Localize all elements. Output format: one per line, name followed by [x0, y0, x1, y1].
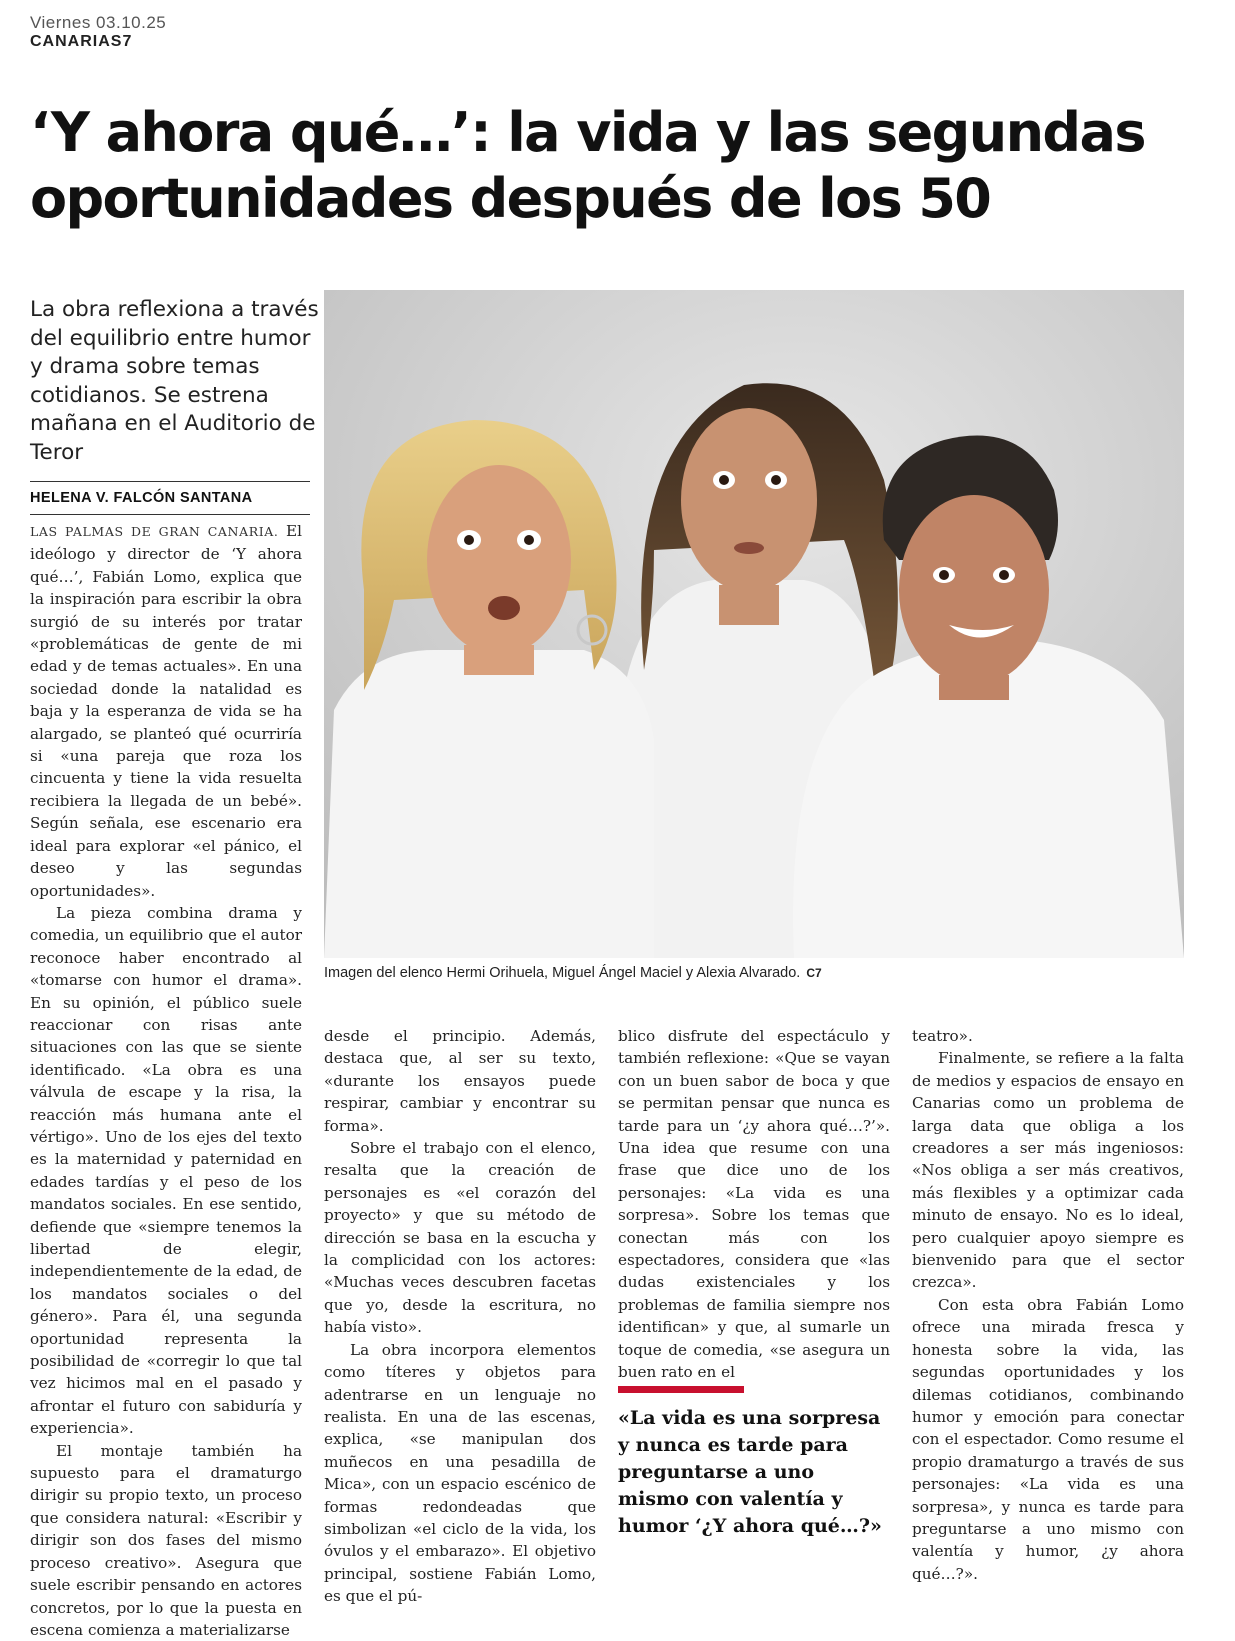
pullquote: «La vida es una sorpresa y nunca es tarde para preguntarse a uno mismo con valentía y humor ‘¿Y ahora qué…?» [618, 1407, 882, 1537]
article-column-4 [912, 1025, 1184, 1585]
article-subhead: La obra reflexiona a través del equilibrio entre humor y drama sobre temas cotidianos. Se estrena mañana en el Auditorio de Teror [30, 297, 319, 465]
byline-bottom-rule [30, 514, 310, 515]
paragraph: La pieza combina drama y comedia, un equilibrio que el autor reconoce haber encontrado al «tomarse con humor el drama». En su opinión, el público suele reaccionar con risas ante situaciones con las que se siente identificado. «La obra es una válvula de escape y la risa, la reacción más humana ante el vértigo». Uno de los ejes del texto es la maternidad y paternidad en edades tardías y el peso de los mandatos sociales. En ese sentido, defiende que «siempre tenemos la libertad de elegir, independientemente de la edad, de los mandatos sociales o del género». Para él, una segunda oportunidad representa la posibilidad de «corregir lo que tal vez hicimos mal en el pasado y afrontar el futuro con sabiduría y experiencia». [30, 903, 302, 1438]
section-name: CANARIAS7 [30, 33, 133, 50]
paragraph: teatro». [912, 1027, 973, 1045]
paragraph: Finalmente, se refiere a la falta de medios y espacios de ensayo en Canarias como un problema de larga data que obliga a los creadores a ser más ingeniosos: «Nos obliga a ser más creativos, más flexibles y a optimizar cada minuto de ensayo. No es lo ideal, pero cualquier apoyo siempre es bienvenido para que el sector crezca». [912, 1049, 1184, 1292]
byline-top-rule [30, 481, 310, 482]
article-headline: ‘Y ahora qué…’: la vida y las segundas oportunidades después de los 50 [30, 101, 1145, 230]
paragraph [30, 520, 302, 902]
dateline: LAS PALMAS DE GRAN CANARIA. [30, 524, 279, 539]
paragraph: desde el principio. Además, destaca que, al ser su texto, «durante los ensayos puede respirar, cambiar y encontrar su forma». [324, 1027, 596, 1135]
paragraph: Con esta obra Fabián Lomo ofrece una mirada fresca y honesta sobre la vida, las segundas oportunidades y los dilemas cotidianos, combinando humor y emoción para conectar con el espectador. Como resume el propio dramaturgo a través de sus personajes: «La vida es una sorpresa», y nunca es tarde para preguntarse a uno mismo con valentía y humor, ¿y ahora qué…?». [912, 1295, 1184, 1583]
article-column-1 [30, 520, 302, 1641]
pullquote-accent-bar [618, 1386, 744, 1393]
paragraph: El montaje también ha supuesto para el dramaturgo dirigir su propio texto, un proceso que considera natural: «Escribir y dirigir son dos fases del mismo proceso creativo». Asegura que suele escribir pensando en actores concretos, por lo que la puesta en escena comienza a materializarse [30, 1441, 302, 1639]
cast-photo [324, 290, 1184, 958]
paragraph-text: El ideólogo y director de ‘Y ahora qué…’, Fabián Lomo, explica que la inspiración para escribir la obra surgió de su interés por tratar «problemáticas de gente de mi edad y de temas actuales». En una sociedad donde la natalidad es baja y la esperanza de vida se ha alargado, se planteó qué ocurriría si «una pareja que roza los cincuenta y tiene la vida resuelta recibiera la llegada de un bebé». Según señala, ese escenario era ideal para explorar «el pánico, el deseo y las segundas oportunidades». [30, 522, 302, 900]
issue-date: Viernes 03.10.25 [30, 13, 167, 32]
caption-text: Imagen del elenco Hermi Orihuela, Miguel Ángel Maciel y Alexia Alvarado. [324, 965, 801, 981]
paragraph: blico disfrute del espectáculo y también reflexione: «Que se vayan con un buen sabor de boca y que se permitan pensar que nunca es tarde para un ‘¿y ahora qué…?’». Una idea que resume con una frase que dice uno de los personajes: «La vida es una sorpresa». Sobre los temas que conectan más con los espectadores, considera que «las dudas existenciales y los problemas de familia siempre nos identifican» y que, al sumarle un toque de comedia, «se asegura un buen rato en el [618, 1027, 890, 1382]
photo-caption [324, 965, 822, 981]
paragraph: La obra incorpora elementos como títeres y objetos para adentrarse en un lenguaje no realista. En una de las escenas, explica, «se manipulan dos muñecos en una pesadilla de Mica», con un espacio escénico de formas redondeadas que simbolizan «el ciclo de la vida, los óvulos y el embarazo». El objetivo principal, sostiene Fabián Lomo, es que el pú- [324, 1340, 596, 1606]
article-column-3 [618, 1025, 890, 1384]
paragraph: Sobre el trabajo con el elenco, resalta que la creación de personajes es «el corazón del proyecto» y que su método de dirección se basa en la escucha y la complicidad con los actores: «Muchas veces descubren facetas que yo, desde la escritura, no había visto». [324, 1139, 596, 1337]
article-column-2 [324, 1025, 596, 1608]
photo-credit: C7 [806, 966, 822, 980]
byline: HELENA V. FALCÓN SANTANA [30, 490, 253, 506]
